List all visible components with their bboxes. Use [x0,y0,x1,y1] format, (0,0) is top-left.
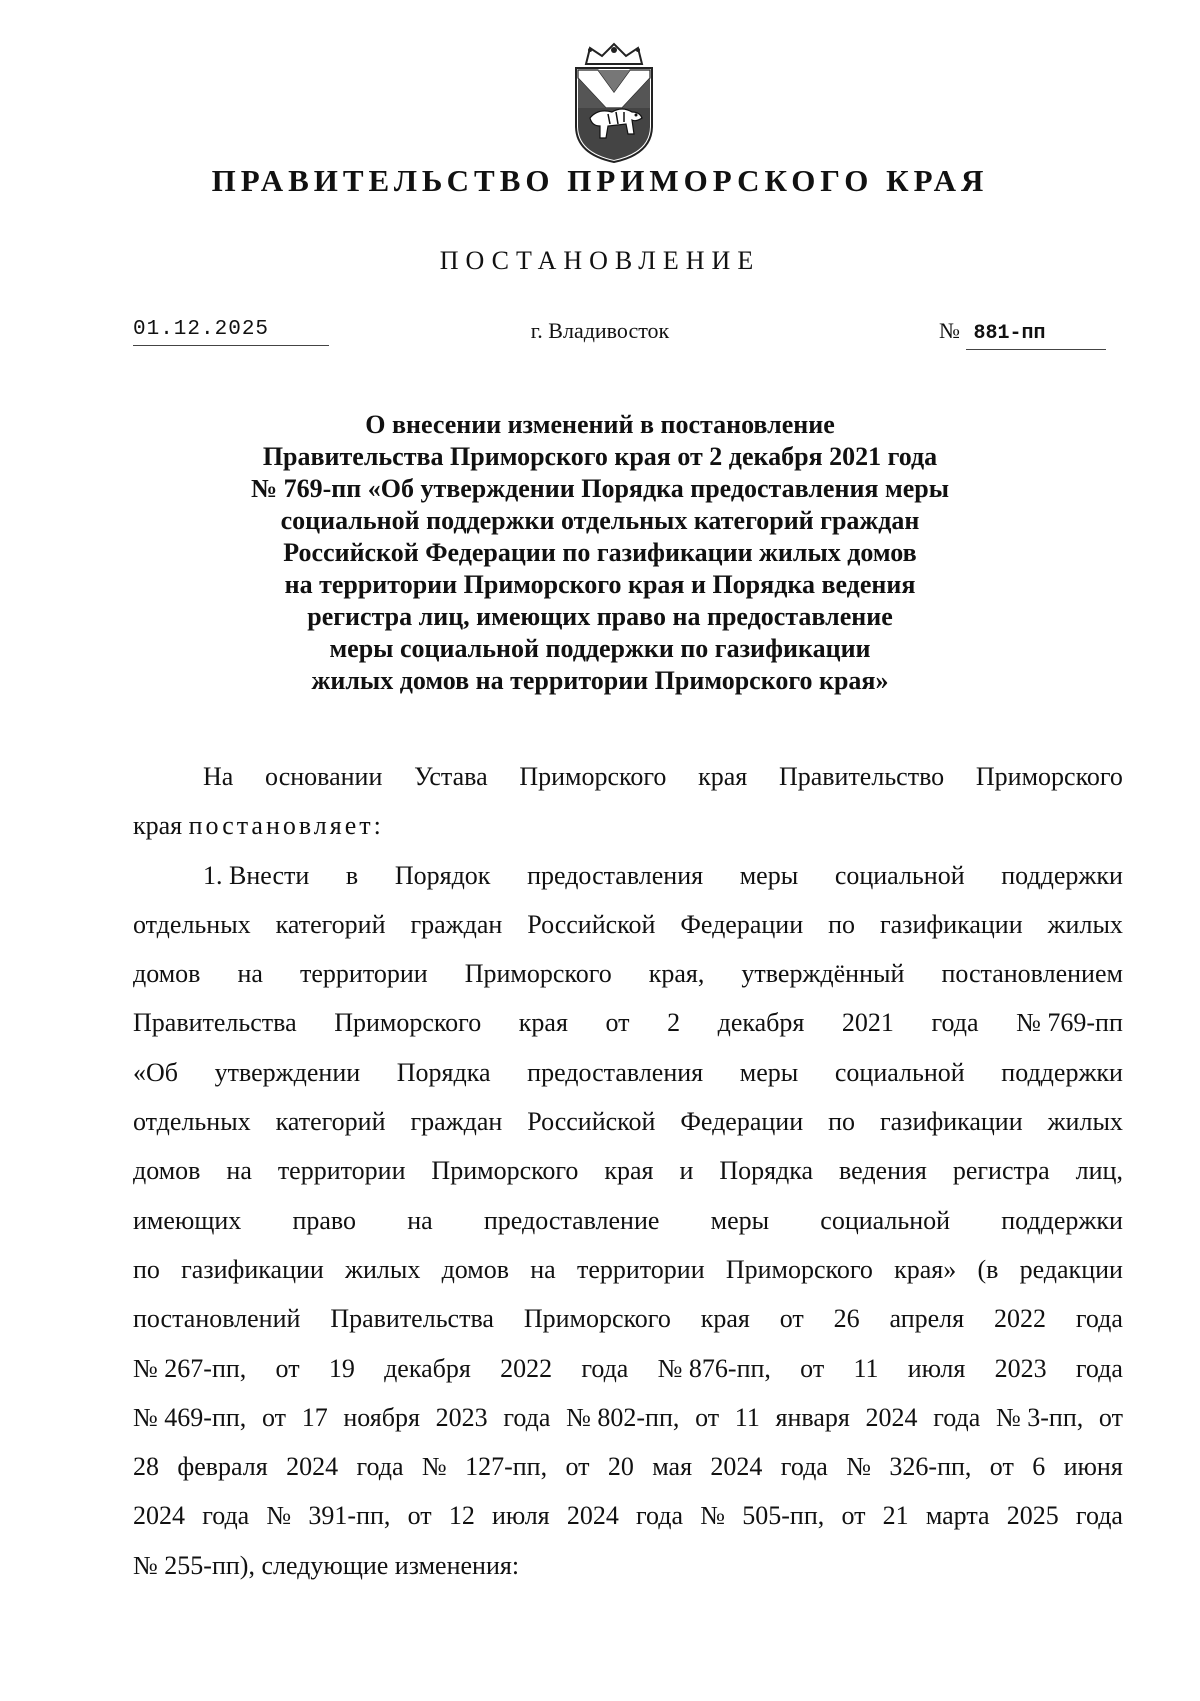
word: жилых [345,1254,421,1284]
word: года [356,1452,404,1482]
word: июля [492,1501,550,1531]
word: Приморского [519,762,667,791]
word: поддержки [1001,1205,1123,1235]
word: 12 [448,1501,475,1531]
word: ведения [839,1156,927,1186]
word: февраля [177,1452,268,1482]
word: № [700,1501,726,1531]
word: года [1075,1304,1123,1334]
word: Приморского [975,762,1123,791]
word: № [421,1452,447,1482]
word: меры [739,860,799,890]
preamble-line-1 [133,752,1123,801]
coat-of-arms-icon [568,42,660,164]
word: Приморского [725,1254,873,1284]
word: Российской [527,1107,656,1137]
word: меры [739,1057,799,1087]
word: отдельных [133,909,251,939]
title-line: социальной поддержки отдельных категорий граждан [280,506,920,535]
paragraph-line [133,1097,1123,1146]
preamble-line-2 [133,801,1123,850]
word: имеющих [133,1205,242,1235]
word: 2024 [710,1452,763,1482]
word: 127-пп, [465,1452,548,1482]
word: в [345,860,359,890]
title-line: жилых домов на территории Приморского края» [311,666,889,695]
word: 2025 [1006,1501,1059,1531]
document-number [939,318,1106,350]
word: 2 [667,1008,681,1038]
word: января [775,1402,850,1432]
word: от [565,1452,590,1482]
paragraph-line [133,1196,1123,1245]
word: Правительства [330,1304,494,1334]
word: Приморского [431,1156,579,1186]
word: домов [133,959,201,989]
word: поддержки [1001,1057,1123,1087]
word: лиц, [1075,1156,1123,1186]
word: регистра [952,1156,1050,1186]
word: 6 [1032,1452,1046,1482]
title-line: Российской Федерации по газификации жилых домов [283,538,917,567]
word: мая [652,1452,693,1482]
word: 19 [328,1353,355,1383]
word: № [846,1452,872,1482]
paragraph-line [133,1048,1123,1097]
word: года [931,1008,979,1038]
word: 391-пп, [308,1501,391,1531]
title-line: на территории Приморского края и Порядка ведения [284,570,916,599]
word: Правительство [778,762,945,791]
paragraph-line [133,900,1123,949]
document-body [133,752,1123,1590]
paragraph-line [133,1442,1123,1491]
word: Устава [414,762,488,791]
word: газификации [879,909,1023,939]
word: поддержки [1001,860,1123,890]
word: по [828,909,856,939]
word: утверждённый [741,959,905,989]
word: домов [441,1254,510,1284]
word: ноября [343,1402,420,1432]
word: 20 [607,1452,634,1482]
word: марта [925,1501,990,1531]
number-value: 881-пп [966,322,1106,350]
word: на [407,1205,433,1235]
paragraph-last-line: № 255-пп), следующие изменения: [133,1550,520,1580]
document-date: 01.12.2025 [133,318,329,346]
word: 2024 [286,1452,339,1482]
word: отдельных [133,1107,251,1137]
word: территории [300,959,428,989]
word: 28 [133,1452,159,1482]
word: № 876-пп, [657,1353,771,1383]
word: Федерации [680,909,804,939]
word: постановлений [133,1304,301,1334]
word: жилых [1047,1107,1123,1137]
word: основании [265,762,383,791]
title-line: регистра лиц, имеющих право на предоставление [307,602,893,631]
word: предоставления [527,1057,704,1087]
organization-name: ПРАВИТЕЛЬСТВО ПРИМОРСКОГО КРАЯ [211,163,989,198]
word: 2024 [865,1402,918,1432]
word: года [933,1402,981,1432]
word: и [679,1156,694,1186]
word: 1. Внести [203,860,310,890]
paragraph-line [133,1491,1123,1540]
word: апреля [889,1304,965,1334]
word: по [133,1254,160,1284]
word: 2024 [133,1501,185,1531]
word: территории [277,1156,406,1186]
word: 26 [833,1304,860,1334]
word: года [503,1402,551,1432]
document-city: г. Владивосток [530,318,670,343]
title-line: № 769-пп «Об утверждении Порядка предоставления меры [250,474,950,503]
word: от [261,1402,287,1432]
word: 2022 [500,1353,553,1383]
word: граждан [410,1107,503,1137]
word: социальной [820,1205,951,1235]
word: декабря [717,1008,805,1038]
word: (в [977,1254,999,1284]
word: Приморского [334,1008,482,1038]
word: Российской [527,909,656,939]
word: края [698,762,748,791]
word: постановлением [941,959,1123,989]
word: редакции [1019,1254,1123,1284]
word: газификации [181,1254,324,1284]
word: Федерации [680,1107,804,1137]
word: 326-пп, [889,1452,972,1482]
word: 2024 [566,1501,619,1531]
word: края, [648,959,705,989]
paragraph-line [133,1344,1123,1393]
word: 2022 [993,1304,1046,1334]
word: от [779,1304,804,1334]
word: утверждении [214,1057,361,1087]
word: края [604,1156,654,1186]
word: июня [1063,1452,1123,1482]
word: года [636,1501,684,1531]
paragraph-line [133,1245,1123,1294]
word: 11 [734,1402,760,1432]
word: «Об [133,1057,179,1087]
document-type: ПОСТАНОВЛЕНИЕ [439,246,761,275]
word: 17 [301,1402,328,1432]
word: № 469-пп, [133,1402,247,1432]
word: На [203,762,234,791]
word: от [407,1501,432,1531]
word: граждан [410,909,503,939]
word: право [292,1205,357,1235]
word: Порядок [394,860,491,890]
word: 11 [853,1353,879,1383]
word: предоставление [483,1205,660,1235]
word: от [605,1008,630,1038]
word: на [226,1156,252,1186]
word: Приморского [464,959,612,989]
paragraph-1 [133,851,1123,1541]
word: июля [907,1353,966,1383]
word: от [275,1353,300,1383]
word: 505-пп, [742,1501,825,1531]
word: от [800,1353,825,1383]
word: года [780,1452,828,1482]
word: № [266,1501,292,1531]
title-line: меры социальной поддержки по газификации [329,634,871,663]
paragraph-line [133,949,1123,998]
number-prefix: № [939,318,960,343]
word: категорий [275,1107,386,1137]
paragraph-line [133,1146,1123,1195]
word: Приморского [523,1304,671,1334]
word: декабря [384,1353,471,1383]
word: края [518,1008,568,1038]
word: меры [710,1205,770,1235]
word: предоставления [527,860,704,890]
word: № 3-пп, [995,1402,1084,1432]
word: по [828,1107,856,1137]
word: Порядка [396,1057,491,1087]
word: края» [894,1254,957,1284]
word: социальной [834,860,965,890]
word: года [581,1353,629,1383]
word: территории [576,1254,705,1284]
word: № 769-пп [1016,1008,1123,1038]
word: 21 [882,1501,909,1531]
word: Правительства [133,1008,297,1038]
word: от [695,1402,720,1432]
document-title [0,409,1200,697]
word: жилых [1047,909,1123,939]
word: года [1075,1353,1123,1383]
title-line: О внесении изменений в постановление [365,410,835,439]
word: на [237,959,263,989]
word: домов [133,1156,201,1186]
word: газификации [879,1107,1023,1137]
word: № 267-пп, [133,1353,247,1383]
word: 2023 [435,1402,488,1432]
word: края [700,1304,750,1334]
word: года [202,1501,250,1531]
word: Порядка [719,1156,814,1186]
paragraph-line [133,1393,1123,1442]
paragraph-line [133,851,1123,900]
preamble-text: края [133,811,189,841]
word: категорий [275,909,386,939]
word: № 802-пп, [566,1402,680,1432]
word: социальной [834,1057,965,1087]
word: 2021 [841,1008,894,1038]
word: 2023 [994,1353,1047,1383]
word: от [841,1501,866,1531]
resolves-word: постановляет: [188,811,384,841]
word: на [530,1254,556,1284]
word: от [989,1452,1014,1482]
word: года [1075,1501,1123,1531]
title-line: Правительства Приморского края от 2 декабря 2021 года [262,442,938,471]
paragraph-line [133,998,1123,1047]
word: от [1098,1402,1123,1432]
paragraph-line [133,1294,1123,1343]
